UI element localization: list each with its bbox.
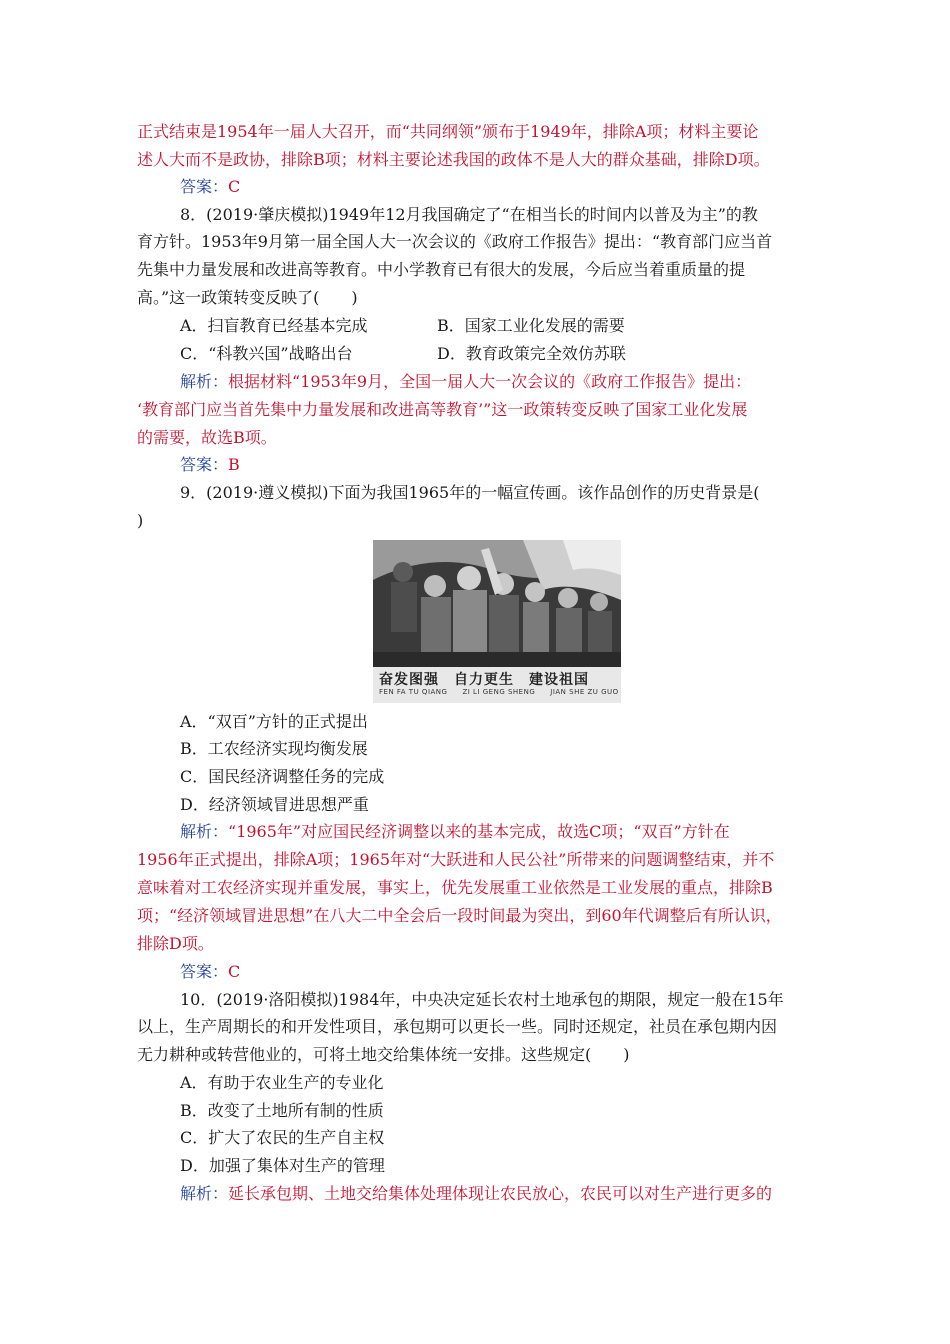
answer-label: 答案：	[180, 962, 229, 981]
analysis-label: 解析：	[180, 1184, 229, 1203]
q8-option-d: D．教育政策完全效仿苏联	[437, 344, 626, 363]
q8-option-b: B．国家工业化发展的需要	[437, 316, 625, 335]
q10-option-c: C．扩大了农民的生产自主权	[180, 1128, 385, 1147]
q10-option-d: D．加强了集体对生产的管理	[180, 1156, 385, 1175]
q9-option-a: A．“双百”方针的正式提出	[180, 712, 368, 731]
analysis-text: 延长承包期、土地交给集体处理体现让农民放心，农民可以对生产进行更多的	[228, 1184, 773, 1203]
q8-stem-line-2: 育方针。1953年9月第一届全国人大一次会议的《政府工作报告》提出：“教育部门应当首	[137, 232, 773, 251]
answer-label: 答案：	[180, 177, 229, 196]
poster-slogan: 奋发图强 自力更生 建设祖国	[379, 672, 589, 688]
q7-analysis-line-2: 述人大而不是政协，排除B项；材料主要论述我国的政体不是人大的群众基础，排除D项。	[137, 150, 770, 169]
q9-analysis-line-2: 1956年正式提出，排除A项；1965年对“大跃进和人民公社”所带来的问题调整结束，并不	[137, 850, 775, 869]
q10-stem-line-1: 10．(2019·洛阳模拟)1984年，中央决定延长农村土地承包的期限，规定一般在15年	[180, 990, 784, 1009]
q9-analysis-line-4: 项；“经济领域冒进思想”在八大二中全会后一段时间最为突出，到60年代调整后有所认识，	[137, 906, 782, 925]
answer-value: C	[228, 962, 241, 981]
q9-analysis-line-5: 排除D项。	[137, 934, 214, 953]
q8-analysis-line-3: 的需要，故选B项。	[137, 428, 277, 447]
q8-answer	[180, 455, 820, 475]
poster-artwork	[373, 540, 621, 667]
q10-option-b: B．改变了土地所有制的性质	[180, 1101, 384, 1120]
analysis-label: 解析：	[180, 822, 229, 841]
q8-stem-line-3: 先集中力量发展和改进高等教育。中小学教育已有很大的发展，今后应当着重质量的提	[137, 260, 746, 279]
q9-analysis-line-1	[180, 822, 820, 842]
analysis-label: 解析：	[180, 372, 229, 391]
q9-option-d: D．经济领域冒进思想严重	[180, 795, 369, 814]
q9-option-c: C．国民经济调整任务的完成	[180, 767, 385, 786]
q7-analysis-line-1: 正式结束是1954年一届人大召开，而“共同纲领”颁布于1949年，排除A项；材料主要论	[137, 122, 759, 141]
q8-option-a: A．扫盲教育已经基本完成	[180, 316, 368, 335]
q9-analysis-line-3: 意味着对工农经济实现并重发展，事实上，优先发展重工业依然是工业发展的重点，排除B	[137, 878, 773, 897]
q8-option-c: C．“科教兴国”战略出台	[180, 344, 353, 363]
q9-option-b: B．工农经济实现均衡发展	[180, 739, 368, 758]
answer-label: 答案：	[180, 455, 229, 474]
q10-analysis-line-1	[180, 1184, 820, 1204]
q8-stem-line-1: 8．(2019·肇庆模拟)1949年12月我国确定了“在相当长的时间内以普及为主”的教	[180, 205, 758, 224]
poster-caption-band	[373, 667, 621, 703]
q9-stem-line-1: 9．(2019·遵义模拟)下面为我国1965年的一幅宣传画。该作品创作的历史背景是(	[180, 483, 760, 502]
q8-analysis-line-1	[180, 372, 820, 392]
answer-value: C	[228, 177, 241, 196]
q7-answer	[180, 177, 820, 197]
q10-stem-line-3: 无力耕种或转营他业的，可将土地交给集体统一安排。这些规定( )	[137, 1045, 630, 1064]
poster-pinyin: FEN FA TU QIANG ZI LI GENG SHENG JIAN SHE ZU GUO	[379, 688, 619, 696]
q9-answer	[180, 962, 820, 982]
analysis-text: 根据材料“1953年9月，全国一届人大一次会议的《政府工作报告》提出：	[228, 372, 752, 391]
propaganda-poster-image	[373, 540, 621, 703]
q10-stem-line-2: 以上，生产周期长的和开发性项目，承包期可以更长一些。同时还规定，社员在承包期内因	[137, 1017, 778, 1036]
q10-option-a: A．有助于农业生产的专业化	[180, 1073, 384, 1092]
analysis-text: “1965年”对应国民经济调整以来的基本完成，故选C项；“双百”方针在	[228, 822, 730, 841]
answer-value: B	[228, 455, 240, 474]
q9-stem-line-2: )	[137, 511, 144, 530]
q8-analysis-line-2: ‘教育部门应当首先集中力量发展和改进高等教育’”这一政策转变反映了国家工业化发展	[137, 400, 748, 419]
q8-stem-line-4: 高。”这一政策转变反映了( )	[137, 288, 358, 307]
